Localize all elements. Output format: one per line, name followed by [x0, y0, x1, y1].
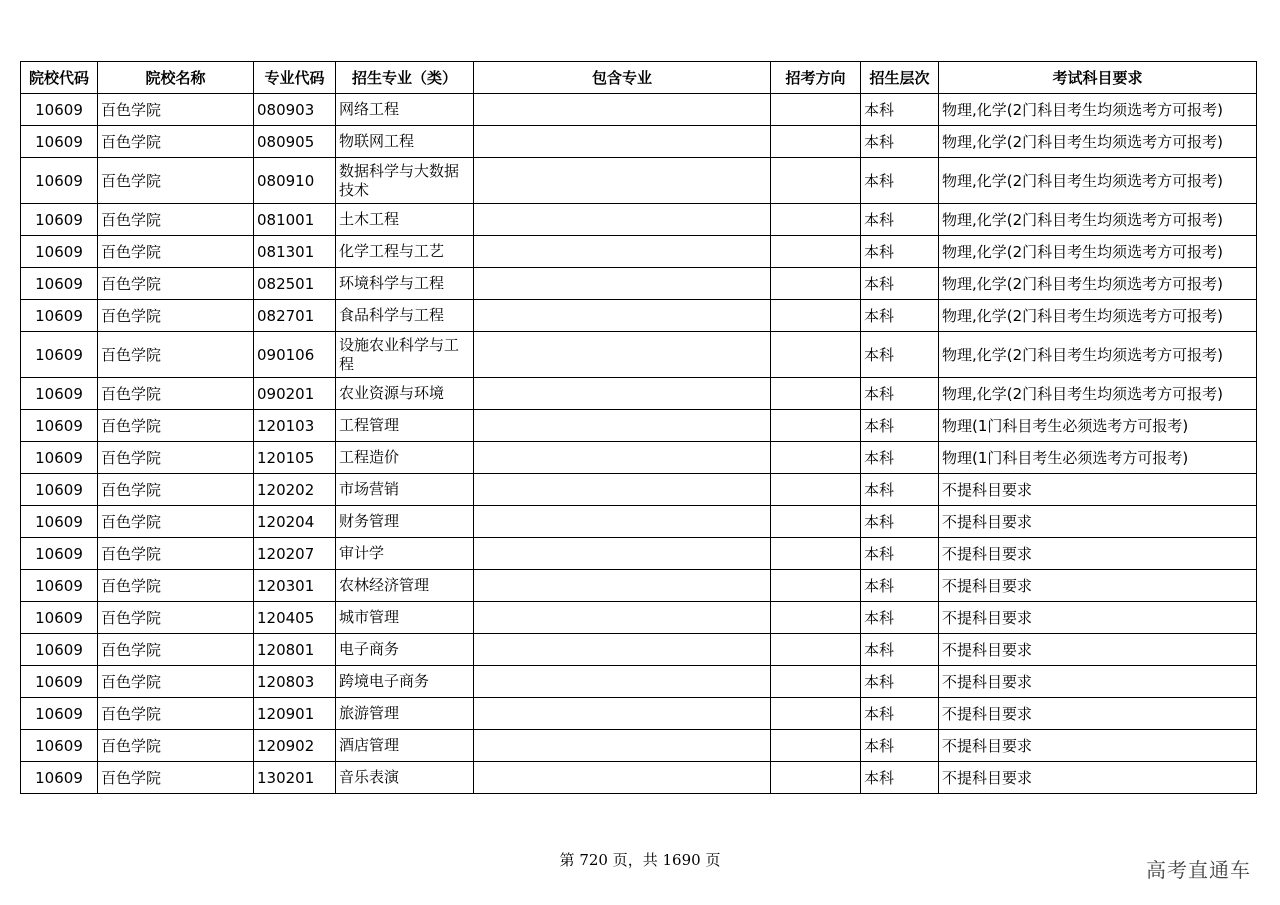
cell-direction — [771, 506, 861, 538]
cell-level: 本科 — [861, 570, 939, 602]
cell-requirement: 物理,化学(2门科目考生均须选考方可报考) — [939, 158, 1257, 204]
cell-includes — [474, 698, 771, 730]
cell-direction — [771, 94, 861, 126]
cell-school-code: 10609 — [21, 378, 98, 410]
cell-major-code: 130201 — [254, 762, 336, 794]
cell-major-code: 120901 — [254, 698, 336, 730]
cell-requirement: 物理,化学(2门科目考生均须选考方可报考) — [939, 332, 1257, 378]
cell-school-code: 10609 — [21, 126, 98, 158]
cell-direction — [771, 762, 861, 794]
page-current: 720 — [579, 851, 608, 869]
cell-school-code: 10609 — [21, 236, 98, 268]
cell-includes — [474, 506, 771, 538]
cell-requirement: 物理,化学(2门科目考生均须选考方可报考) — [939, 300, 1257, 332]
cell-school-code: 10609 — [21, 94, 98, 126]
cell-major-code: 090201 — [254, 378, 336, 410]
cell-level: 本科 — [861, 126, 939, 158]
cell-school-code: 10609 — [21, 442, 98, 474]
cell-direction — [771, 410, 861, 442]
cell-school-code: 10609 — [21, 300, 98, 332]
cell-school-name: 百色学院 — [98, 474, 254, 506]
table-row — [21, 158, 1257, 204]
cell-school-code: 10609 — [21, 474, 98, 506]
table-row — [21, 378, 1257, 410]
cell-major-code: 120301 — [254, 570, 336, 602]
cell-major: 土木工程 — [336, 204, 474, 236]
cell-major-code: 120204 — [254, 506, 336, 538]
cell-direction — [771, 126, 861, 158]
cell-level: 本科 — [861, 634, 939, 666]
header-school-code: 院校代码 — [21, 62, 98, 94]
cell-direction — [771, 474, 861, 506]
cell-requirement: 物理,化学(2门科目考生均须选考方可报考) — [939, 126, 1257, 158]
cell-major-code: 120103 — [254, 410, 336, 442]
cell-level: 本科 — [861, 204, 939, 236]
cell-major-code: 080905 — [254, 126, 336, 158]
page-suffix: 页 — [700, 851, 721, 869]
page-total: 1690 — [662, 851, 701, 869]
page-prefix: 第 — [559, 851, 580, 869]
cell-major: 酒店管理 — [336, 730, 474, 762]
cell-includes — [474, 158, 771, 204]
table-row — [21, 300, 1257, 332]
cell-includes — [474, 94, 771, 126]
cell-includes — [474, 538, 771, 570]
cell-major-code: 120202 — [254, 474, 336, 506]
table-body — [21, 94, 1257, 794]
cell-major-code: 120803 — [254, 666, 336, 698]
cell-direction — [771, 332, 861, 378]
cell-direction — [771, 236, 861, 268]
cell-school-name: 百色学院 — [98, 602, 254, 634]
cell-school-name: 百色学院 — [98, 730, 254, 762]
cell-level: 本科 — [861, 474, 939, 506]
cell-school-name: 百色学院 — [98, 332, 254, 378]
cell-includes — [474, 126, 771, 158]
cell-includes — [474, 268, 771, 300]
table-row — [21, 268, 1257, 300]
cell-includes — [474, 332, 771, 378]
cell-level: 本科 — [861, 332, 939, 378]
header-major-code: 专业代码 — [254, 62, 336, 94]
header-school-name: 院校名称 — [98, 62, 254, 94]
table-row — [21, 126, 1257, 158]
cell-school-code: 10609 — [21, 204, 98, 236]
table-row — [21, 762, 1257, 794]
cell-level: 本科 — [861, 762, 939, 794]
cell-school-code: 10609 — [21, 570, 98, 602]
cell-school-code: 10609 — [21, 538, 98, 570]
cell-school-code: 10609 — [21, 634, 98, 666]
cell-school-code: 10609 — [21, 332, 98, 378]
table-row — [21, 698, 1257, 730]
cell-includes — [474, 762, 771, 794]
cell-major-code: 082501 — [254, 268, 336, 300]
cell-major-code: 082701 — [254, 300, 336, 332]
cell-school-name: 百色学院 — [98, 300, 254, 332]
cell-requirement: 不提科目要求 — [939, 570, 1257, 602]
cell-level: 本科 — [861, 94, 939, 126]
cell-school-code: 10609 — [21, 762, 98, 794]
cell-major-code: 081301 — [254, 236, 336, 268]
table-row — [21, 94, 1257, 126]
cell-school-name: 百色学院 — [98, 410, 254, 442]
cell-direction — [771, 634, 861, 666]
cell-requirement: 不提科目要求 — [939, 602, 1257, 634]
cell-major: 审计学 — [336, 538, 474, 570]
cell-major: 旅游管理 — [336, 698, 474, 730]
cell-major: 数据科学与大数据技术 — [336, 158, 474, 204]
cell-requirement: 不提科目要求 — [939, 474, 1257, 506]
table-row — [21, 506, 1257, 538]
table-row — [21, 666, 1257, 698]
cell-level: 本科 — [861, 378, 939, 410]
table-row — [21, 634, 1257, 666]
cell-school-name: 百色学院 — [98, 204, 254, 236]
cell-requirement: 不提科目要求 — [939, 538, 1257, 570]
cell-school-name: 百色学院 — [98, 126, 254, 158]
cell-school-name: 百色学院 — [98, 666, 254, 698]
cell-major: 城市管理 — [336, 602, 474, 634]
cell-includes — [474, 410, 771, 442]
cell-direction — [771, 268, 861, 300]
table-row — [21, 204, 1257, 236]
cell-school-code: 10609 — [21, 410, 98, 442]
cell-level: 本科 — [861, 666, 939, 698]
cell-direction — [771, 538, 861, 570]
watermark-text: 高考直通车 — [1146, 858, 1251, 882]
cell-major: 市场营销 — [336, 474, 474, 506]
cell-includes — [474, 236, 771, 268]
cell-level: 本科 — [861, 730, 939, 762]
cell-requirement: 物理,化学(2门科目考生均须选考方可报考) — [939, 236, 1257, 268]
cell-direction — [771, 158, 861, 204]
cell-major: 工程管理 — [336, 410, 474, 442]
table-row — [21, 538, 1257, 570]
page-footer — [0, 849, 1280, 870]
cell-direction — [771, 698, 861, 730]
cell-requirement: 不提科目要求 — [939, 730, 1257, 762]
cell-includes — [474, 442, 771, 474]
cell-includes — [474, 474, 771, 506]
cell-major: 财务管理 — [336, 506, 474, 538]
cell-major: 化学工程与工艺 — [336, 236, 474, 268]
cell-level: 本科 — [861, 506, 939, 538]
cell-school-code: 10609 — [21, 698, 98, 730]
cell-school-name: 百色学院 — [98, 538, 254, 570]
cell-major-code: 120902 — [254, 730, 336, 762]
cell-direction — [771, 666, 861, 698]
cell-major: 农林经济管理 — [336, 570, 474, 602]
cell-major: 电子商务 — [336, 634, 474, 666]
table-row — [21, 570, 1257, 602]
page-middle: 页，共 — [607, 851, 663, 869]
cell-level: 本科 — [861, 300, 939, 332]
cell-major-code: 090106 — [254, 332, 336, 378]
cell-level: 本科 — [861, 442, 939, 474]
cell-major-code: 120801 — [254, 634, 336, 666]
cell-school-name: 百色学院 — [98, 236, 254, 268]
cell-requirement: 物理(1门科目考生必须选考方可报考) — [939, 442, 1257, 474]
cell-major: 工程造价 — [336, 442, 474, 474]
cell-requirement: 物理,化学(2门科目考生均须选考方可报考) — [939, 378, 1257, 410]
header-row — [21, 62, 1257, 94]
header-major: 招生专业（类） — [336, 62, 474, 94]
table-row — [21, 332, 1257, 378]
cell-requirement: 物理,化学(2门科目考生均须选考方可报考) — [939, 94, 1257, 126]
cell-school-name: 百色学院 — [98, 442, 254, 474]
cell-major: 食品科学与工程 — [336, 300, 474, 332]
cell-requirement: 不提科目要求 — [939, 762, 1257, 794]
cell-major: 音乐表演 — [336, 762, 474, 794]
table-row — [21, 602, 1257, 634]
cell-requirement: 不提科目要求 — [939, 634, 1257, 666]
cell-school-name: 百色学院 — [98, 698, 254, 730]
cell-level: 本科 — [861, 268, 939, 300]
cell-direction — [771, 300, 861, 332]
cell-level: 本科 — [861, 236, 939, 268]
cell-major-code: 120105 — [254, 442, 336, 474]
cell-direction — [771, 442, 861, 474]
cell-major: 物联网工程 — [336, 126, 474, 158]
cell-requirement: 物理,化学(2门科目考生均须选考方可报考) — [939, 204, 1257, 236]
header-includes: 包含专业 — [474, 62, 771, 94]
cell-direction — [771, 570, 861, 602]
cell-requirement: 不提科目要求 — [939, 506, 1257, 538]
cell-level: 本科 — [861, 410, 939, 442]
cell-requirement: 不提科目要求 — [939, 666, 1257, 698]
cell-major-code: 120405 — [254, 602, 336, 634]
cell-direction — [771, 602, 861, 634]
cell-includes — [474, 666, 771, 698]
cell-major: 设施农业科学与工程 — [336, 332, 474, 378]
header-level: 招生层次 — [861, 62, 939, 94]
cell-level: 本科 — [861, 602, 939, 634]
cell-level: 本科 — [861, 158, 939, 204]
cell-school-name: 百色学院 — [98, 158, 254, 204]
cell-school-name: 百色学院 — [98, 506, 254, 538]
cell-school-code: 10609 — [21, 602, 98, 634]
cell-requirement: 物理,化学(2门科目考生均须选考方可报考) — [939, 268, 1257, 300]
cell-includes — [474, 570, 771, 602]
cell-school-name: 百色学院 — [98, 762, 254, 794]
table-row — [21, 410, 1257, 442]
cell-requirement: 不提科目要求 — [939, 698, 1257, 730]
cell-includes — [474, 730, 771, 762]
cell-school-name: 百色学院 — [98, 94, 254, 126]
cell-major-code: 080910 — [254, 158, 336, 204]
cell-school-code: 10609 — [21, 158, 98, 204]
cell-school-name: 百色学院 — [98, 378, 254, 410]
cell-major-code: 080903 — [254, 94, 336, 126]
cell-school-name: 百色学院 — [98, 634, 254, 666]
header-requirement: 考试科目要求 — [939, 62, 1257, 94]
cell-direction — [771, 378, 861, 410]
cell-includes — [474, 602, 771, 634]
cell-school-code: 10609 — [21, 666, 98, 698]
cell-requirement: 物理(1门科目考生必须选考方可报考) — [939, 410, 1257, 442]
table-row — [21, 474, 1257, 506]
cell-includes — [474, 204, 771, 236]
cell-major: 农业资源与环境 — [336, 378, 474, 410]
table-row — [21, 730, 1257, 762]
cell-major-code: 120207 — [254, 538, 336, 570]
cell-school-name: 百色学院 — [98, 268, 254, 300]
cell-includes — [474, 378, 771, 410]
cell-includes — [474, 634, 771, 666]
cell-school-code: 10609 — [21, 730, 98, 762]
cell-major: 环境科学与工程 — [336, 268, 474, 300]
header-direction: 招考方向 — [771, 62, 861, 94]
cell-level: 本科 — [861, 538, 939, 570]
cell-school-name: 百色学院 — [98, 570, 254, 602]
cell-level: 本科 — [861, 698, 939, 730]
cell-direction — [771, 730, 861, 762]
cell-includes — [474, 300, 771, 332]
admission-table — [20, 61, 1257, 794]
table-row — [21, 236, 1257, 268]
table-row — [21, 442, 1257, 474]
cell-school-code: 10609 — [21, 506, 98, 538]
cell-direction — [771, 204, 861, 236]
cell-major-code: 081001 — [254, 204, 336, 236]
cell-major: 跨境电子商务 — [336, 666, 474, 698]
cell-school-code: 10609 — [21, 268, 98, 300]
cell-major: 网络工程 — [336, 94, 474, 126]
